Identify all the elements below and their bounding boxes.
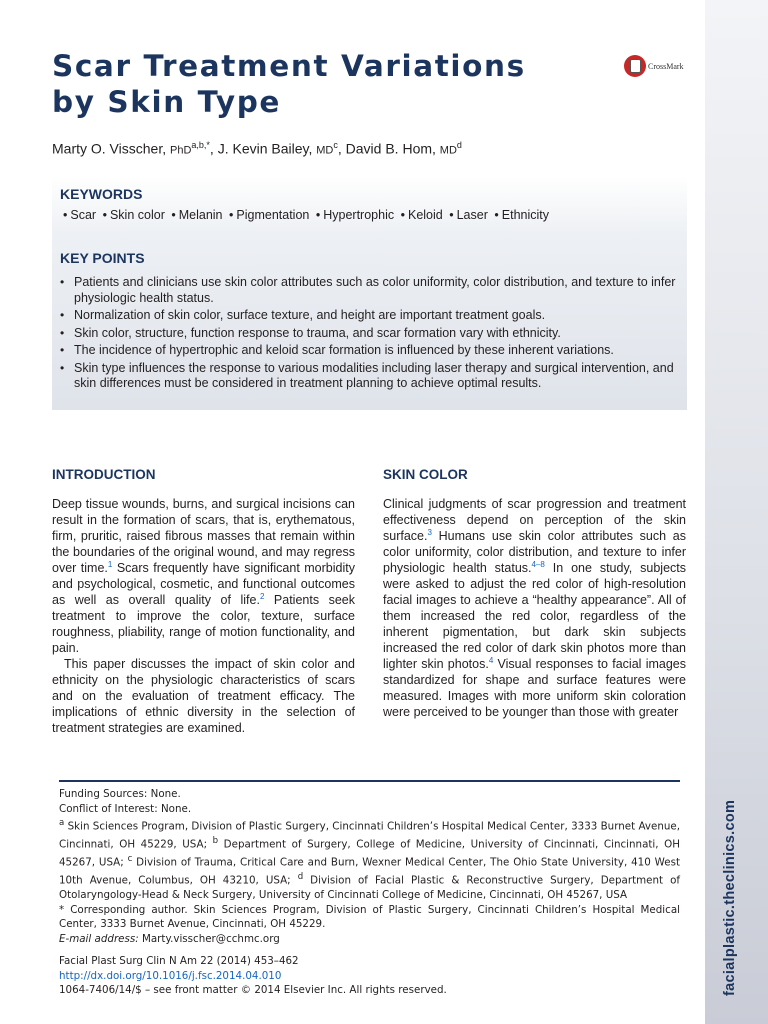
skin-color-heading: SKIN COLOR <box>383 467 468 482</box>
skin-color-paragraph-1: Clinical judgments of scar progression and treatment effectiveness depend on perception of the skin surface.$^3$ Humans use skin color attributes such as color uniformity, color distribution, and texture to infer physiologic health status.$^{4-8}$ In one study, subjects were asked to adjust the red color of high-resolution facial images to achieve a “healthy appearance”. All of them increased the red color, regardless of the inherent pigmentation, but dark skin subjects increased the red color of dark skin photos more than lighter skin photos.$^4$ Visual responses to facial images standardized for shape and surface features were measured. Images with more uniform skin coloration were perceived to be younger than those with greater <box>383 497 687 719</box>
corresponding-author-note: * Corresponding author. Skin Sciences Program, Division of Plastic Surgery, Cincinnati Children’s Hospital Medical Center, 3333 Burnet Avenue, Cincinnati, OH 45229. <box>59 903 680 931</box>
email-note <box>59 932 680 947</box>
author-2-degree: MD <box>316 144 334 157</box>
title-line-1: Scar Treatment Variations <box>52 49 526 83</box>
author-line <box>52 140 462 157</box>
keyword: Keloid <box>407 208 443 222</box>
keywords-keypoints-box <box>52 176 687 410</box>
keywords-list: • Scar • Skin color • Melanin • Pigmentation • Hypertrophic • Keloid • Laser • Ethnicity <box>63 208 550 222</box>
email-label: E-mail address: <box>59 933 139 946</box>
crossmark-icon <box>624 55 646 77</box>
author-1-affiliations: a,b,* <box>191 140 210 150</box>
copyright-line: 1064-7406/14/$ – see front matter © 2014 Elsevier Inc. All rights reserved. <box>59 984 447 996</box>
article-title <box>52 48 526 120</box>
conflict-note: Conflict of Interest: None. <box>59 802 192 815</box>
keyword: Laser <box>456 208 488 222</box>
reference-link[interactable]: 4 <box>488 655 494 665</box>
key-point-item: • The incidence of hypertrophic and keloid scar formation is influenced by these inherent variations. <box>60 343 680 359</box>
email-address[interactable]: Marty.visscher@cchmc.org <box>138 933 280 946</box>
reference-link[interactable]: 2 <box>259 591 265 601</box>
author-3-affiliations: d <box>456 140 462 150</box>
journal-site-url[interactable]: facialplastic.theclinics.com <box>722 799 738 996</box>
keyword: Melanin <box>178 208 223 222</box>
title-line-2: by Skin Type <box>52 85 282 119</box>
footnotes <box>59 787 680 947</box>
keyword: Ethnicity <box>501 208 550 222</box>
author-1-degree: PhD <box>170 144 192 157</box>
doi-link[interactable]: http://dx.doi.org/10.1016/j.fsc.2014.04.010 <box>59 969 282 982</box>
author-2-affiliations: c <box>333 140 338 150</box>
skin-color-section <box>383 467 686 720</box>
affiliations-note: $^a$ Skin Sciences Program, Division of Plastic Surgery, Cincinnati Children’s Hospital Medical Center, 3333 Burnet Avenue, Cincinnati, OH 45229, USA; $^b$ Department of Surgery, College of Medicine, University of Cincinnati, Cincinnati, OH 45267, USA; $^c$ Division of Trauma, Critical Care and Burn, Wexner Medical Center, The Ohio State University, 410 West 10th Avenue, Columbus, OH 43210, USA; $^d$ Division of Facial Plastic & Reconstructive Surgery, Department of Otolaryngology-Head & Neck Surgery, University of Cincinnati College of Medicine, Cincinnati, OH 45267, USA <box>59 818 680 902</box>
introduction-heading: INTRODUCTION <box>52 467 156 482</box>
author-1-name: Marty O. Visscher, <box>52 140 170 157</box>
funding-note: Funding Sources: None. <box>59 788 181 800</box>
key-point-item: • Normalization of skin color, surface texture, and height are important treatment goals. <box>60 308 680 324</box>
crossmark-label: CrossMark <box>648 61 684 71</box>
reference-link[interactable]: 4–8 <box>531 559 545 569</box>
citation-block <box>59 954 447 998</box>
keyword: Scar <box>70 208 97 222</box>
key-point-item: • Skin type influences the response to various modalities including laser therapy and surgical intervention, and skin differences must be considered in treatment planning to achieve optimal results. <box>60 361 680 392</box>
reference-link[interactable]: 3 <box>427 527 432 537</box>
journal-citation: Facial Plast Surg Clin N Am 22 (2014) 453–462 <box>59 955 299 967</box>
crossmark-badge[interactable] <box>624 54 684 78</box>
key-points-list <box>60 275 680 394</box>
key-points-heading: KEY POINTS <box>60 250 145 266</box>
introduction-paragraph-2: This paper discusses the impact of skin color and ethnicity on the physiologic characteristics of scars and on the evaluation of treatment efficacy. The implications of ethnic diversity in the selection of treatment strategies are examined. <box>52 657 355 735</box>
introduction-paragraph-1: Deep tissue wounds, burns, and surgical incisions can result in the formation of scars, that is, erythematous, firm, pruritic, raised fibrous masses that remain within the boundaries of the original wound, and may regress over time.$^1$ Scars frequently have significant morbidity and psychological, cosmetic, and functional outcomes as well as overall quality of life.$^2$ Patients seek treatment to improve the color, texture, surface roughness, pliability, range of motion functionality, and pain. <box>52 497 356 655</box>
keywords-heading: KEYWORDS <box>60 186 143 202</box>
keyword: Hypertrophic <box>323 208 395 222</box>
footnote-divider <box>59 780 680 782</box>
author-2-name: , J. Kevin Bailey, <box>209 140 317 157</box>
keyword: Pigmentation <box>236 208 310 222</box>
author-3-name: , David B. Hom, <box>337 140 440 157</box>
key-point-item: • Patients and clinicians use skin color attributes such as color uniformity, color distribution, and texture to infer physiologic health status. <box>60 275 680 306</box>
key-point-item: • Skin color, structure, function response to trauma, and scar formation vary with ethnicity. <box>60 326 680 342</box>
author-3-degree: MD <box>439 144 457 157</box>
keyword: Skin color <box>109 208 165 222</box>
introduction-section <box>52 467 355 736</box>
reference-link[interactable]: 1 <box>107 559 113 569</box>
